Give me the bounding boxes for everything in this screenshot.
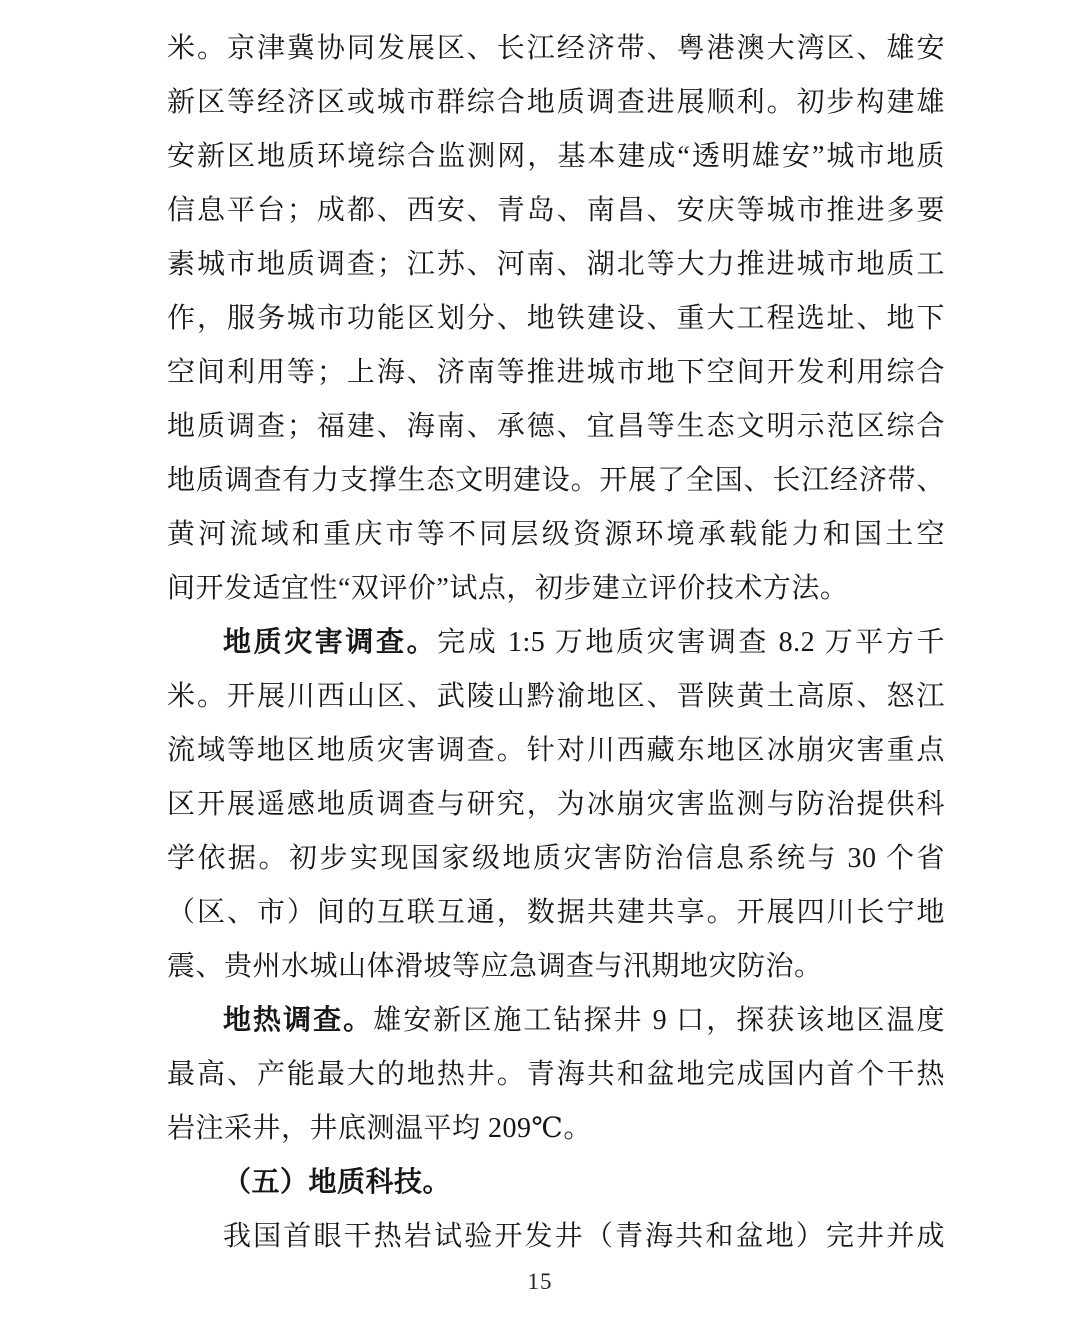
text-line: 地质调查；福建、海南、承德、宜昌等生态文明示范区综合 (167, 411, 945, 442)
text-line: 安新区地质环境综合监测网，基本建成“透明雄安”城市地质 (167, 141, 945, 172)
page-number: 15 (527, 1269, 553, 1294)
text-line: 作，服务城市功能区划分、地铁建设、重大工程选址、地下 (167, 303, 945, 334)
text-line: 素城市地质调查；江苏、河南、湖北等大力推进城市地质工 (167, 249, 945, 280)
text-line: 新区等经济区或城市群综合地质调查进展顺利。初步构建雄 (167, 87, 945, 118)
text-line: 空间利用等；上海、济南等推进城市地下空间开发利用综合 (167, 357, 945, 388)
text-line: 流域等地区地质灾害调查。针对川西藏东地区冰崩灾害重点 (167, 735, 945, 766)
text-line: 米。开展川西山区、武陵山黔渝地区、晋陕黄土高原、怒江 (167, 681, 945, 712)
text-line: 学依据。初步实现国家级地质灾害防治信息系统与 30 个省 (167, 843, 945, 874)
text-line: 震、贵州水城山体滑坡等应急调查与汛期地灾防治。 (167, 951, 823, 982)
text-line: 地质灾害调查。完成 1:5 万地质灾害调查 8.2 万平方千 (223, 627, 945, 658)
text-block (167, 22, 945, 1264)
paragraph-lead: 地热调查。 (223, 1005, 374, 1036)
text-line: 地质调查有力支撑生态文明建设。开展了全国、长江经济带、 (167, 465, 945, 496)
text-line: 我国首眼干热岩试验开发井（青海共和盆地）完井并成 (223, 1221, 945, 1252)
section-heading: （五）地质科技。 (223, 1167, 452, 1198)
text-line: 地热调查。雄安新区施工钻探井 9 口，探获该地区温度 (223, 1005, 945, 1036)
text-line: 岩注采井，井底测温平均 209℃。 (167, 1113, 592, 1144)
text-line: 最高、产能最大的地热井。青海共和盆地完成国内首个干热 (167, 1059, 945, 1090)
text-line: （区、市）间的互联互通，数据共建共享。开展四川长宁地 (167, 897, 945, 928)
text-line: 区开展遥感地质调查与研究，为冰崩灾害监测与防治提供科 (167, 789, 945, 820)
text-line: 米。京津冀协同发展区、长江经济带、粤港澳大湾区、雄安 (167, 33, 945, 64)
text-line: 间开发适宜性“双评价”试点，初步建立评价技术方法。 (167, 573, 849, 604)
text-line: 黄河流域和重庆市等不同层级资源环境承载能力和国土空 (167, 519, 945, 550)
paragraph-lead: 地质灾害调查。 (223, 627, 438, 658)
text-line: 信息平台；成都、西安、青岛、南昌、安庆等城市推进多要 (167, 195, 945, 226)
